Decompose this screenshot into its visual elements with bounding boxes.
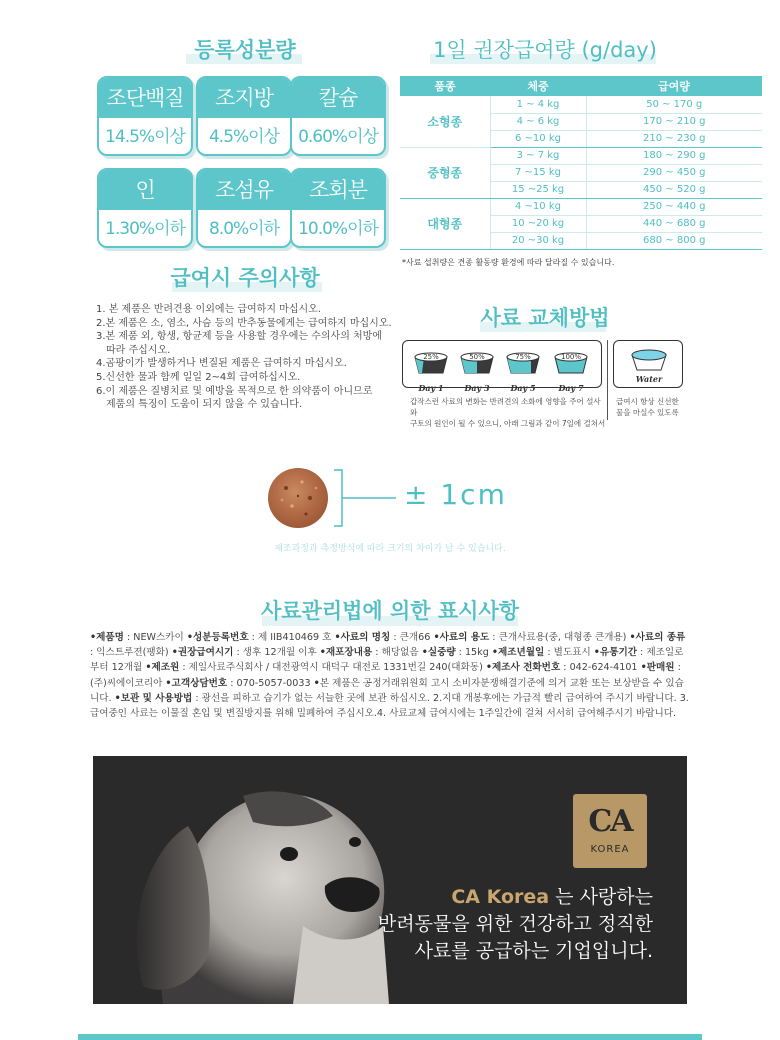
nutrient-value: 10.0%이하 <box>298 219 378 239</box>
list-item: 제품의 특징이 도움이 되지 않을 수 있습니다. <box>106 399 303 411</box>
law-field-label: •재포장내용 <box>319 647 373 659</box>
nutrient-name: 조단백질 <box>99 78 191 118</box>
list-item: 4.곰팡이가 발생하거나 변질된 제품은 급여하지 마십시오. <box>96 358 347 370</box>
header-weight: 체중 <box>490 76 586 96</box>
water-description <box>616 396 696 418</box>
bowl-pct: 25% <box>423 353 439 361</box>
caution-title: 급여시 주의사항 <box>170 266 320 290</box>
header-breed: 품종 <box>400 76 490 96</box>
transition-divider <box>607 340 608 420</box>
bowl-day-label: Day 3 <box>464 383 490 393</box>
water-diagram <box>613 340 683 388</box>
kibble-image <box>268 468 328 528</box>
law-field-label: •제조사 전화번호 <box>485 662 561 674</box>
weight-cell: 20 ~30 kg <box>490 232 586 249</box>
law-field-label: •실중량 <box>421 647 456 659</box>
kibble-size-note: 제조과정과 측정방식에 따라 크기의 차이가 날 수 있습니다. <box>274 544 506 554</box>
amount-cell: 250 ~ 440 g <box>586 198 762 215</box>
bowl-pct: 75% <box>515 353 531 361</box>
transition-desc-line: 갑작스런 사료의 변화는 반려견의 소화에 영향을 주어 설사와 <box>410 397 601 417</box>
brand-banner <box>93 756 687 1004</box>
beagle-dog-image <box>93 756 393 1004</box>
feeding-note: *사료 섭취량은 견종 활동량 환경에 따라 달라질 수 있습니다. <box>402 258 615 267</box>
amount-cell: 210 ~ 230 g <box>586 130 762 147</box>
nutrition-title: 등록성분량 <box>194 38 296 62</box>
kibble-dimension: ± 1cm <box>404 478 507 511</box>
law-field-label: • <box>313 677 320 689</box>
food-bowl-icon <box>459 347 495 377</box>
caution-list <box>96 303 396 412</box>
nutrient-name: 조회분 <box>292 170 384 210</box>
law-field-value: : 제 IIB410469 호 <box>248 632 335 643</box>
feeding-table-header <box>400 76 762 96</box>
water-desc-line: 물을 마실수 있도록 <box>616 408 679 417</box>
nutrient-name: 조섬유 <box>198 170 290 210</box>
table-row <box>400 198 762 215</box>
law-field-value: : 15kg <box>455 647 492 659</box>
amount-cell: 680 ~ 800 g <box>586 232 762 249</box>
list-item: 6.이 제품은 질병치료 및 예방을 목적으로 한 의약품이 아니므로 <box>96 385 373 397</box>
amount-cell: 290 ~ 450 g <box>586 164 762 181</box>
ca-korea-logo <box>573 794 647 868</box>
law-field-value: : 제조일로부터 12개월 <box>90 647 684 674</box>
bowl-pct: 100% <box>560 353 582 361</box>
nutrient-value: 8.0%이하 <box>208 219 280 239</box>
law-field-label: •고객상담번호 <box>165 677 228 689</box>
amount-cell: 170 ~ 210 g <box>586 113 762 130</box>
nutrient-name: 조지방 <box>198 78 290 118</box>
law-title: 사료관리법에 의한 표시사항 <box>260 599 520 623</box>
weight-cell: 6 ~10 kg <box>490 130 586 147</box>
law-field-label: •보관 및 사용방법 <box>114 692 193 704</box>
law-field-value: : 큰개사료용(중, 대형종 큰개용) <box>489 632 630 643</box>
nutrient-card-calcium <box>290 76 386 156</box>
weight-cell: 4 ~ 6 kg <box>490 113 586 130</box>
law-field-value: : (주)씨에이코리아 <box>90 662 681 689</box>
bowl-day-label: Day 5 <box>510 383 536 393</box>
bowl-day-label: Day 7 <box>558 383 584 393</box>
brand-tagline <box>378 884 653 965</box>
food-bowl-icon <box>413 347 449 377</box>
water-bowl-icon <box>629 346 669 374</box>
kibble-texture <box>268 468 328 528</box>
weight-cell: 7 ~15 kg <box>490 164 586 181</box>
bottom-accent-bar <box>78 1034 702 1040</box>
nutrient-value: 4.5%이상 <box>208 127 280 147</box>
food-bowl-icon <box>553 347 589 377</box>
weight-cell: 1 ~ 4 kg <box>490 96 586 113</box>
law-field-value: 본 제품은 공정거래위원회 고시 소비자분쟁해결기준에 의거 교환 또는 보상받을 수 있습니다. <box>90 677 684 704</box>
nutrient-name: 인 <box>99 170 191 210</box>
law-field-label: •제조원 <box>145 662 180 674</box>
table-row <box>400 96 762 113</box>
amount-cell: 450 ~ 520 g <box>586 181 762 198</box>
logo-word: KOREA <box>590 844 630 855</box>
tagline-line2: 반려동물을 위한 건강하고 정직한 <box>377 913 653 935</box>
law-field-value: : 별도표시 <box>544 647 594 659</box>
nutrient-card-fiber <box>196 168 292 248</box>
group-medium: 중형종 <box>400 147 490 198</box>
law-field-label: •유통기간 <box>593 647 637 659</box>
nutrient-name: 칼슘 <box>292 78 384 118</box>
list-item: 1. 본 제품은 반려견용 이외에는 급여하지 마십시오. <box>96 304 321 315</box>
list-item: 따라 주십시오. <box>106 344 171 356</box>
list-item: 2.본 제품은 소, 염소, 사슴 등의 반추동물에게는 급여하지 마십시오. <box>96 317 392 329</box>
bowl-day7 <box>553 347 589 393</box>
bowl-day5 <box>505 347 541 393</box>
law-field-label: •성분등록번호 <box>186 632 249 643</box>
amount-cell: 180 ~ 290 g <box>586 147 762 164</box>
law-field-label: •판매원 <box>640 662 675 674</box>
nutrient-value: 14.5%이상 <box>105 127 185 147</box>
food-bowl-icon <box>505 347 541 377</box>
law-field-value: : 해당없음 <box>372 647 422 659</box>
nutrient-card-phosphorus <box>97 168 193 248</box>
law-field-value: : 제일사료주식회사 / 대전광역시 대덕구 대전로 1331번길 240(대화동) <box>179 662 486 674</box>
law-field-label: •사료의 용도 <box>433 632 490 643</box>
feeding-table <box>400 76 762 250</box>
transition-desc-line: 구토의 원인이 될 수 있으니, 아래 그림과 같이 7일에 걸쳐서 <box>410 419 606 428</box>
group-large: 대형종 <box>400 198 490 249</box>
table-row <box>400 147 762 164</box>
list-item: 5.신선한 물과 함께 일일 2~4회 급여하십시오. <box>96 371 301 383</box>
nutrient-card-fat <box>196 76 292 156</box>
law-field-label: •권장급여시기 <box>171 647 234 659</box>
amount-cell: 50 ~ 170 g <box>586 96 762 113</box>
brand-name: CA Korea <box>451 886 550 908</box>
law-field-value: : 070-5057-0033 <box>227 677 314 689</box>
tagline-line1-rest: 는 사랑하는 <box>549 886 653 908</box>
bowl-day1 <box>413 347 449 393</box>
law-field-value: : 광선을 피하고 습기가 없는 서늘한 곳에 보관 하십시오. 2.지대 개봉후에는 가급적 빨리 급여하여 주시기 바랍니다. 3. 급여중인 사료는 이물질 혼입 및 변질방지를 위해 밀폐하여 주십시오.4. 사료교체 급여시에는 1주일간에 걸쳐 서서히 급여해주시기 바랍니다. <box>90 692 689 720</box>
law-field-label: •사료의 종류 <box>629 632 686 643</box>
law-field-value: : 큰개66 <box>390 632 434 643</box>
tagline-line3: 사료를 공급하는 기업입니다. <box>414 940 653 962</box>
law-field-label: •사료의 명칭 <box>334 632 391 643</box>
nutrient-card-protein <box>97 76 193 156</box>
water-label: Water <box>635 374 663 384</box>
nutrient-value: 1.30%이하 <box>105 219 185 239</box>
transition-title: 사료 교체방법 <box>480 306 610 330</box>
list-item: 3.본 제품 외, 항생, 항균제 등을 사용할 경우에는 수의사의 처방에 <box>96 331 383 343</box>
law-field-label: •제품명 <box>90 632 124 643</box>
law-field-value: : 생후 12개월 이후 <box>233 647 320 659</box>
law-text <box>90 630 690 721</box>
tagline-line1 <box>378 884 653 911</box>
bowl-day-label: Day 1 <box>418 383 444 393</box>
law-field-value: : 042-624-4101 <box>560 662 641 674</box>
water-desc-line: 급여시 항상 신선한 <box>616 397 679 406</box>
weight-cell: 3 ~ 7 kg <box>490 147 586 164</box>
nutrient-value: 0.60%이상 <box>298 127 378 147</box>
group-small: 소형종 <box>400 96 490 147</box>
bowl-day3 <box>459 347 495 393</box>
weight-cell: 15 ~25 kg <box>490 181 586 198</box>
bowl-diagram <box>402 340 602 393</box>
law-field-value: : NEW스카이 <box>123 632 187 643</box>
law-field-label: •제조년월일 <box>491 647 545 659</box>
amount-cell: 440 ~ 680 g <box>586 215 762 232</box>
logo-mark: CA <box>588 804 632 839</box>
bowl-pct: 50% <box>469 353 485 361</box>
header-amount: 급여량 <box>586 76 762 96</box>
weight-cell: 10 ~20 kg <box>490 215 586 232</box>
feeding-title: 1일 권장급여량 (g/day) <box>433 38 657 62</box>
dimension-bracket <box>332 468 402 528</box>
law-field-value: : 익스트루젼(팽화) <box>90 647 172 659</box>
weight-cell: 4 ~10 kg <box>490 198 586 215</box>
nutrient-card-ash <box>290 168 386 248</box>
transition-description <box>410 396 606 429</box>
